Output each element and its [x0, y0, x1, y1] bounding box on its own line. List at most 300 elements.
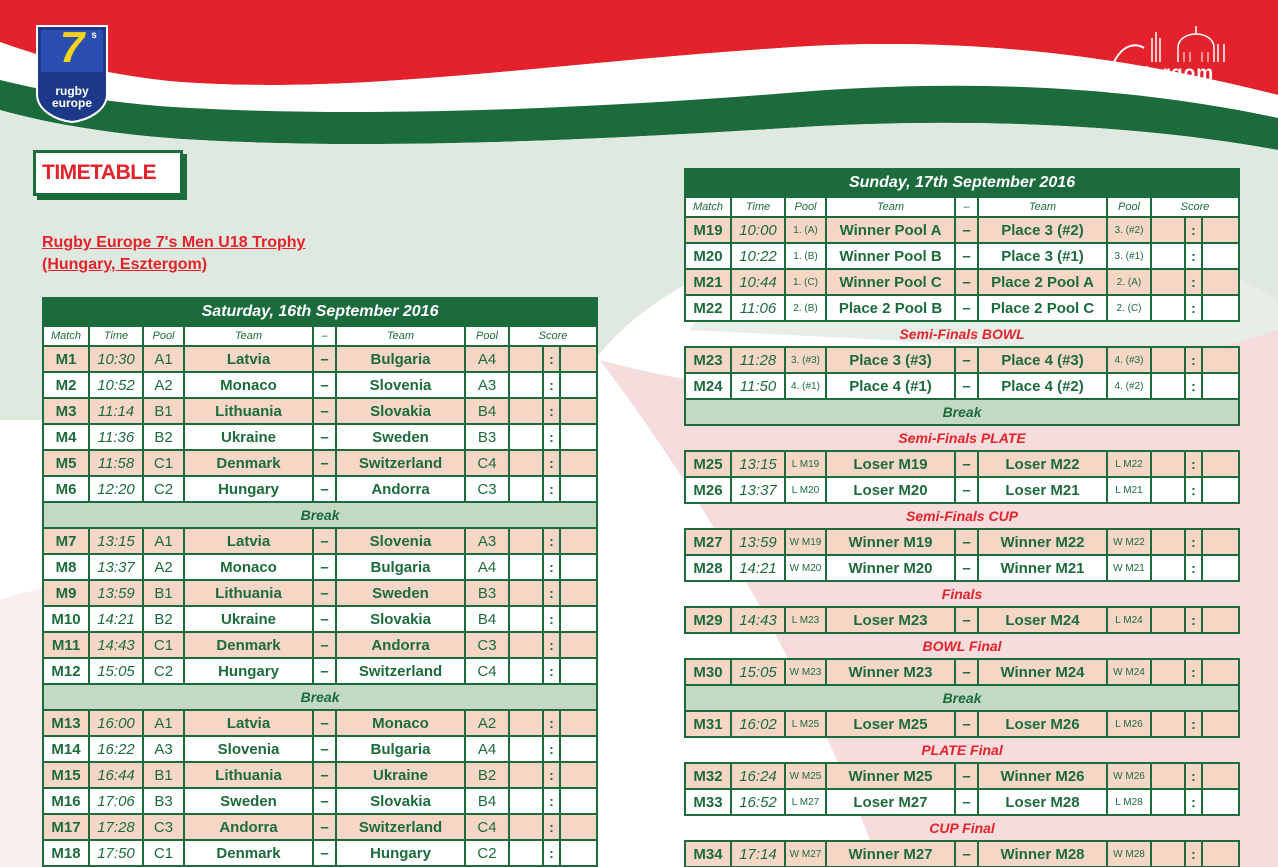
team-b: Slovakia: [336, 606, 465, 632]
score-a: [1151, 269, 1185, 295]
match-row: [43, 788, 597, 814]
score-separator: :: [543, 554, 560, 580]
pool-b: 2. (C): [1107, 295, 1151, 321]
team-b: Bulgaria: [336, 554, 465, 580]
match-id: M31: [685, 711, 731, 737]
match-row: [43, 736, 597, 762]
pool-b: W M26: [1107, 763, 1151, 789]
pool-b: 4. (#3): [1107, 347, 1151, 373]
pool-b: A2: [465, 710, 509, 736]
pool-a: 3. (#3): [785, 347, 826, 373]
match-id: M21: [685, 269, 731, 295]
pool-b: A4: [465, 554, 509, 580]
header-row: [43, 326, 597, 346]
score-a: [509, 372, 543, 398]
match-time: 17:28: [89, 814, 143, 840]
score-b: [560, 840, 597, 866]
section-row: [685, 581, 1239, 607]
match-id: M9: [43, 580, 89, 606]
team-a: Slovenia: [184, 736, 313, 762]
pool-b: C3: [465, 476, 509, 502]
pool-a: A2: [143, 372, 184, 398]
score-b: [1202, 217, 1239, 243]
team-b: Slovakia: [336, 398, 465, 424]
match-id: M26: [685, 477, 731, 503]
score-separator: :: [543, 606, 560, 632]
score-b: [1202, 529, 1239, 555]
score-b: [1202, 607, 1239, 633]
score-a: [509, 424, 543, 450]
score-b: [1202, 555, 1239, 581]
header-dash: –: [313, 326, 336, 346]
score-separator: :: [543, 762, 560, 788]
team-b: Switzerland: [336, 658, 465, 684]
team-a: Lithuania: [184, 762, 313, 788]
team-a: Denmark: [184, 840, 313, 866]
score-separator: :: [543, 476, 560, 502]
team-b: Bulgaria: [336, 736, 465, 762]
logo-line1: rugby: [55, 84, 89, 98]
header-pool: Pool: [143, 326, 184, 346]
score-b: [560, 372, 597, 398]
match-row: [43, 346, 597, 372]
header-pool: Pool: [785, 197, 826, 217]
match-row: [685, 789, 1239, 815]
section-title: PLATE Final: [921, 742, 1003, 758]
team-a: Winner M27: [826, 841, 955, 867]
event-subtitle: [42, 232, 305, 276]
score-separator: :: [543, 840, 560, 866]
match-row: [685, 529, 1239, 555]
match-time: 13:37: [731, 477, 785, 503]
score-b: [560, 424, 597, 450]
pool-a: B2: [143, 606, 184, 632]
versus-dash: –: [313, 736, 336, 762]
match-id: M22: [685, 295, 731, 321]
match-row: [685, 451, 1239, 477]
score-a: [1151, 217, 1185, 243]
match-time: 16:00: [89, 710, 143, 736]
match-time: 10:44: [731, 269, 785, 295]
score-a: [1151, 477, 1185, 503]
match-id: M16: [43, 788, 89, 814]
team-b: Slovenia: [336, 372, 465, 398]
score-separator: :: [1185, 269, 1202, 295]
pool-b: C3: [465, 632, 509, 658]
versus-dash: –: [313, 528, 336, 554]
match-id: M8: [43, 554, 89, 580]
score-b: [1202, 269, 1239, 295]
section-title: CUP Final: [929, 820, 995, 836]
match-row: [43, 710, 597, 736]
pool-b: L M26: [1107, 711, 1151, 737]
pool-a: W M19: [785, 529, 826, 555]
match-row: [43, 554, 597, 580]
match-time: 10:30: [89, 346, 143, 372]
score-a: [509, 658, 543, 684]
pool-b: A3: [465, 372, 509, 398]
match-row: [685, 763, 1239, 789]
match-row: [43, 580, 597, 606]
pool-b: L M21: [1107, 477, 1151, 503]
match-row: [685, 841, 1239, 867]
match-id: M10: [43, 606, 89, 632]
match-row: [43, 606, 597, 632]
team-b: Ukraine: [336, 762, 465, 788]
pool-a: C1: [143, 632, 184, 658]
score-a: [509, 632, 543, 658]
score-b: [560, 606, 597, 632]
score-separator: :: [1185, 789, 1202, 815]
pool-b: 4. (#2): [1107, 373, 1151, 399]
pool-a: C1: [143, 450, 184, 476]
versus-dash: –: [313, 632, 336, 658]
score-a: [509, 450, 543, 476]
match-row: [43, 372, 597, 398]
pool-b: C4: [465, 658, 509, 684]
team-a: Denmark: [184, 450, 313, 476]
score-separator: :: [1185, 711, 1202, 737]
score-separator: :: [1185, 243, 1202, 269]
esztergom-logo: [1104, 26, 1244, 101]
match-id: M34: [685, 841, 731, 867]
versus-dash: –: [955, 477, 978, 503]
team-b: Place 4 (#2): [978, 373, 1107, 399]
score-separator: :: [543, 580, 560, 606]
match-row: [685, 347, 1239, 373]
match-id: M30: [685, 659, 731, 685]
match-time: 13:15: [89, 528, 143, 554]
team-a: Loser M27: [826, 789, 955, 815]
team-b: Andorra: [336, 476, 465, 502]
score-b: [560, 762, 597, 788]
pool-b: W M22: [1107, 529, 1151, 555]
match-id: M3: [43, 398, 89, 424]
pool-a: W M25: [785, 763, 826, 789]
match-row: [43, 840, 597, 866]
pool-a: L M25: [785, 711, 826, 737]
team-a: Place 2 Pool B: [826, 295, 955, 321]
versus-dash: –: [955, 841, 978, 867]
team-a: Winner M20: [826, 555, 955, 581]
match-row: [685, 555, 1239, 581]
pool-a: A2: [143, 554, 184, 580]
team-a: Andorra: [184, 814, 313, 840]
team-b: Place 2 Pool A: [978, 269, 1107, 295]
match-row: [43, 762, 597, 788]
score-a: [509, 814, 543, 840]
header-team: Team: [336, 326, 465, 346]
match-id: M1: [43, 346, 89, 372]
logo-line2: europe: [51, 96, 92, 110]
team-b: Winner M24: [978, 659, 1107, 685]
break-row: [685, 685, 1239, 711]
versus-dash: –: [313, 710, 336, 736]
team-b: Loser M28: [978, 789, 1107, 815]
break-label: Break: [685, 685, 1239, 711]
section-row: [685, 321, 1239, 347]
match-id: M27: [685, 529, 731, 555]
versus-dash: –: [313, 814, 336, 840]
day-title: Saturday, 16th September 2016: [43, 298, 597, 326]
pool-a: C3: [143, 814, 184, 840]
score-a: [509, 580, 543, 606]
match-time: 10:52: [89, 372, 143, 398]
versus-dash: –: [313, 476, 336, 502]
score-a: [1151, 607, 1185, 633]
team-a: Lithuania: [184, 398, 313, 424]
score-b: [560, 346, 597, 372]
team-b: Switzerland: [336, 814, 465, 840]
score-separator: :: [1185, 217, 1202, 243]
pool-a: A1: [143, 710, 184, 736]
match-id: M18: [43, 840, 89, 866]
match-row: [43, 632, 597, 658]
pool-a: B3: [143, 788, 184, 814]
score-a: [1151, 451, 1185, 477]
team-a: Latvia: [184, 346, 313, 372]
score-b: [560, 398, 597, 424]
section-row: [685, 633, 1239, 659]
versus-dash: –: [955, 373, 978, 399]
score-b: [560, 710, 597, 736]
pool-a: W M23: [785, 659, 826, 685]
score-a: [509, 346, 543, 372]
pool-b: L M22: [1107, 451, 1151, 477]
score-b: [560, 450, 597, 476]
team-a: Winner Pool B: [826, 243, 955, 269]
pool-a: C1: [143, 840, 184, 866]
score-a: [1151, 789, 1185, 815]
match-time: 14:43: [731, 607, 785, 633]
pool-b: A3: [465, 528, 509, 554]
pool-b: B2: [465, 762, 509, 788]
score-b: [1202, 347, 1239, 373]
score-separator: :: [543, 788, 560, 814]
break-label: Break: [43, 502, 597, 528]
brand-name: Esztergom: [1108, 63, 1215, 84]
match-row: [685, 711, 1239, 737]
score-separator: :: [543, 398, 560, 424]
score-separator: :: [1185, 841, 1202, 867]
match-time: 15:05: [89, 658, 143, 684]
team-b: Andorra: [336, 632, 465, 658]
match-time: 17:14: [731, 841, 785, 867]
score-b: [1202, 789, 1239, 815]
versus-dash: –: [955, 607, 978, 633]
score-a: [509, 606, 543, 632]
score-b: [560, 580, 597, 606]
match-row: [43, 450, 597, 476]
section-title: Semi-Finals BOWL: [899, 326, 1025, 342]
pool-a: L M27: [785, 789, 826, 815]
score-separator: :: [1185, 295, 1202, 321]
page-title: TIMETABLE: [42, 161, 157, 184]
pool-a: B1: [143, 398, 184, 424]
team-a: Latvia: [184, 528, 313, 554]
score-b: [1202, 659, 1239, 685]
match-time: 10:22: [731, 243, 785, 269]
header-team: Team: [184, 326, 313, 346]
score-a: [1151, 659, 1185, 685]
versus-dash: –: [313, 424, 336, 450]
match-id: M5: [43, 450, 89, 476]
versus-dash: –: [313, 840, 336, 866]
team-b: Place 3 (#2): [978, 217, 1107, 243]
match-row: [43, 658, 597, 684]
score-b: [560, 554, 597, 580]
pool-b: L M24: [1107, 607, 1151, 633]
match-time: 10:00: [731, 217, 785, 243]
match-row: [685, 477, 1239, 503]
versus-dash: –: [955, 555, 978, 581]
match-id: M14: [43, 736, 89, 762]
score-a: [509, 398, 543, 424]
team-a: Monaco: [184, 372, 313, 398]
pool-b: A4: [465, 736, 509, 762]
score-separator: :: [543, 528, 560, 554]
brand-country: HUNGARY: [1110, 85, 1164, 96]
match-time: 13:15: [731, 451, 785, 477]
pool-a: 2. (B): [785, 295, 826, 321]
score-separator: :: [1185, 477, 1202, 503]
timetable-badge: [33, 150, 183, 196]
score-separator: :: [1185, 607, 1202, 633]
match-time: 16:24: [731, 763, 785, 789]
logo-superscript: s: [91, 30, 97, 41]
match-id: M33: [685, 789, 731, 815]
versus-dash: –: [955, 295, 978, 321]
score-a: [509, 528, 543, 554]
match-time: 11:28: [731, 347, 785, 373]
team-b: Place 4 (#3): [978, 347, 1107, 373]
pool-a: 4. (#1): [785, 373, 826, 399]
section-title: BOWL Final: [922, 638, 1002, 654]
team-b: Slovakia: [336, 788, 465, 814]
team-a: Winner M19: [826, 529, 955, 555]
score-separator: :: [1185, 451, 1202, 477]
match-id: M12: [43, 658, 89, 684]
day-title-row: [43, 298, 597, 326]
header-pool: Pool: [1107, 197, 1151, 217]
match-time: 15:05: [731, 659, 785, 685]
team-a: Ukraine: [184, 606, 313, 632]
pool-a: B2: [143, 424, 184, 450]
header-score: Score: [509, 326, 597, 346]
score-a: [1151, 347, 1185, 373]
pool-b: C4: [465, 814, 509, 840]
match-row: [43, 424, 597, 450]
pool-a: A3: [143, 736, 184, 762]
versus-dash: –: [313, 580, 336, 606]
pool-a: 1. (A): [785, 217, 826, 243]
match-row: [43, 476, 597, 502]
subtitle-line: (Hungary, Esztergom): [42, 256, 208, 273]
match-row: [43, 398, 597, 424]
pool-b: B4: [465, 606, 509, 632]
score-b: [1202, 841, 1239, 867]
pool-a: B1: [143, 762, 184, 788]
pool-b: W M24: [1107, 659, 1151, 685]
pool-b: B4: [465, 398, 509, 424]
team-b: Place 3 (#1): [978, 243, 1107, 269]
match-id: M29: [685, 607, 731, 633]
pool-a: 1. (B): [785, 243, 826, 269]
section-title: Semi-Finals CUP: [906, 508, 1019, 524]
team-a: Lithuania: [184, 580, 313, 606]
score-a: [509, 710, 543, 736]
versus-dash: –: [955, 347, 978, 373]
team-b: Loser M22: [978, 451, 1107, 477]
match-time: 17:06: [89, 788, 143, 814]
match-id: M13: [43, 710, 89, 736]
pool-a: 1. (C): [785, 269, 826, 295]
score-b: [560, 814, 597, 840]
score-a: [1151, 529, 1185, 555]
day-title-row: [685, 169, 1239, 197]
section-title: Semi-Finals PLATE: [898, 430, 1026, 446]
match-time: 14:21: [89, 606, 143, 632]
match-time: 17:50: [89, 840, 143, 866]
pool-b: L M28: [1107, 789, 1151, 815]
score-separator: :: [1185, 763, 1202, 789]
team-a: Place 3 (#3): [826, 347, 955, 373]
team-b: Winner M21: [978, 555, 1107, 581]
subtitle-line: Rugby Europe 7's Men U18 Trophy: [42, 234, 306, 251]
team-a: Monaco: [184, 554, 313, 580]
score-separator: :: [543, 632, 560, 658]
versus-dash: –: [955, 789, 978, 815]
pool-a: L M20: [785, 477, 826, 503]
pool-b: B4: [465, 788, 509, 814]
score-separator: :: [1185, 555, 1202, 581]
score-separator: :: [543, 450, 560, 476]
team-a: Loser M23: [826, 607, 955, 633]
team-b: Bulgaria: [336, 346, 465, 372]
pool-b: A4: [465, 346, 509, 372]
section-title: Finals: [941, 586, 983, 602]
score-separator: :: [543, 346, 560, 372]
score-a: [1151, 763, 1185, 789]
match-time: 13:59: [89, 580, 143, 606]
section-row: [685, 737, 1239, 763]
team-a: Loser M25: [826, 711, 955, 737]
day-title: Sunday, 17th September 2016: [685, 169, 1239, 197]
match-time: 16:52: [731, 789, 785, 815]
versus-dash: –: [955, 243, 978, 269]
break-label: Break: [43, 684, 597, 710]
pool-b: B3: [465, 424, 509, 450]
rugby-europe-logo: [33, 22, 111, 124]
header-pool: Pool: [465, 326, 509, 346]
header-team: Team: [978, 197, 1107, 217]
versus-dash: –: [313, 398, 336, 424]
team-b: Sweden: [336, 424, 465, 450]
header-dash: –: [955, 197, 978, 217]
match-id: M7: [43, 528, 89, 554]
score-separator: :: [543, 658, 560, 684]
score-separator: :: [543, 372, 560, 398]
pool-b: W M21: [1107, 555, 1151, 581]
score-b: [1202, 451, 1239, 477]
team-a: Loser M19: [826, 451, 955, 477]
match-time: 14:21: [731, 555, 785, 581]
score-b: [560, 788, 597, 814]
match-time: 11:14: [89, 398, 143, 424]
match-time: 11:58: [89, 450, 143, 476]
score-a: [1151, 243, 1185, 269]
team-b: Winner M22: [978, 529, 1107, 555]
